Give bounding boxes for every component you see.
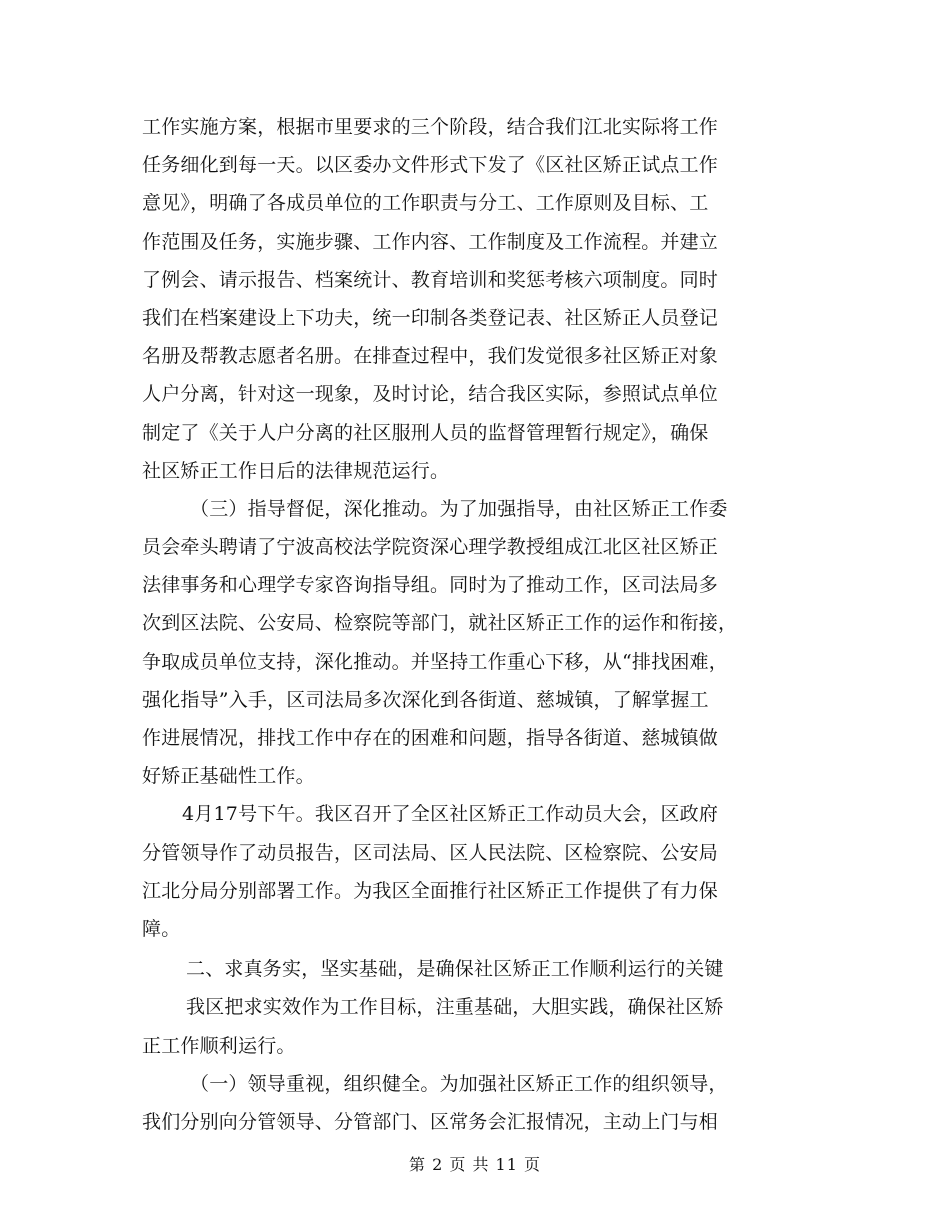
text-line: 法律事务和心理学专家咨询指导组。同时为了推动工作，区司法局多	[142, 574, 719, 597]
paragraph-first-line: 4月17号下午。我区召开了全区社区矫正工作动员大会，区政府	[182, 803, 719, 826]
text-line: 障。	[142, 917, 181, 940]
text-line: 好矫正基础性工作。	[142, 765, 315, 788]
text-line: 社区矫正工作日后的法律规范运行。	[142, 459, 450, 482]
text-line: 员会牵头聘请了宁波高校法学院资深心理学教授组成江北区社区矫正	[142, 536, 719, 559]
text-line: 江北分局分别部署工作。为我区全面推行社区矫正工作提供了有力保	[142, 879, 719, 902]
section-heading-3-line: （三）指导督促，深化推动。为了加强指导，由社区矫正工作委	[190, 497, 728, 520]
text-line: 我们分别向分管领导、分管部门、区常务会汇报情况，主动上门与相	[142, 1110, 719, 1133]
page-number-footer: 第 2 页 共 11 页	[409, 1155, 541, 1174]
text-line: 制定了《关于人户分离的社区服刑人员的监督管理暂行规定》，确保	[142, 421, 709, 444]
text-line: 强化指导”入手，区司法局多次深化到各街道、慈城镇，了解掌握工	[142, 688, 709, 711]
text-line: 名册及帮教志愿者名册。在排查过程中，我们发觉很多社区矫正对象	[142, 345, 719, 368]
text-line: 分管领导作了动员报告，区司法局、区人民法院、区检察院、公安局	[142, 841, 719, 864]
text-line: 了例会、请示报告、档案统计、教育培训和奖惩考核六项制度。同时	[142, 268, 719, 291]
document-body	[142, 108, 812, 1141]
text-line: 任务细化到每一天。以区委办文件形式下发了《区社区矫正试点工作	[142, 154, 719, 177]
text-line: 我们在档案建设上下功夫，统一印制各类登记表、社区矫正人员登记	[142, 306, 719, 329]
section-heading-2-line: 二、求真务实，坚实基础，是确保社区矫正工作顺利运行的关键	[186, 958, 724, 981]
paragraph-first-line: 我区把求实效作为工作目标，注重基础，大胆实践，确保社区矫	[186, 996, 724, 1019]
text-line: 作范围及任务，实施步骤、工作内容、工作制度及工作流程。并建立	[142, 230, 719, 253]
text-line: 作进展情况，排找工作中存在的困难和问题，指导各街道、慈城镇做	[142, 727, 719, 749]
text-line: 工作实施方案，根据市里要求的三个阶段，结合我们江北实际将工作	[142, 116, 719, 138]
section-heading-1-line: （一）领导重视，组织健全。为加强社区矫正工作的组织领导，	[190, 1072, 728, 1095]
text-line: 争取成员单位支持，深化推动。并坚持工作重心下移，从“排找困难，	[142, 650, 728, 673]
text-line: 意见》，明确了各成员单位的工作职责与分工、工作原则及目标、工	[142, 192, 709, 215]
text-line: 人户分离，针对这一现象，及时讨论，结合我区实际，参照试点单位	[142, 383, 719, 406]
text-line: 次到区法院、公安局、检察院等部门，就社区矫正工作的运作和衔接，	[142, 612, 738, 635]
text-line: 正工作顺利运行。	[142, 1034, 296, 1057]
